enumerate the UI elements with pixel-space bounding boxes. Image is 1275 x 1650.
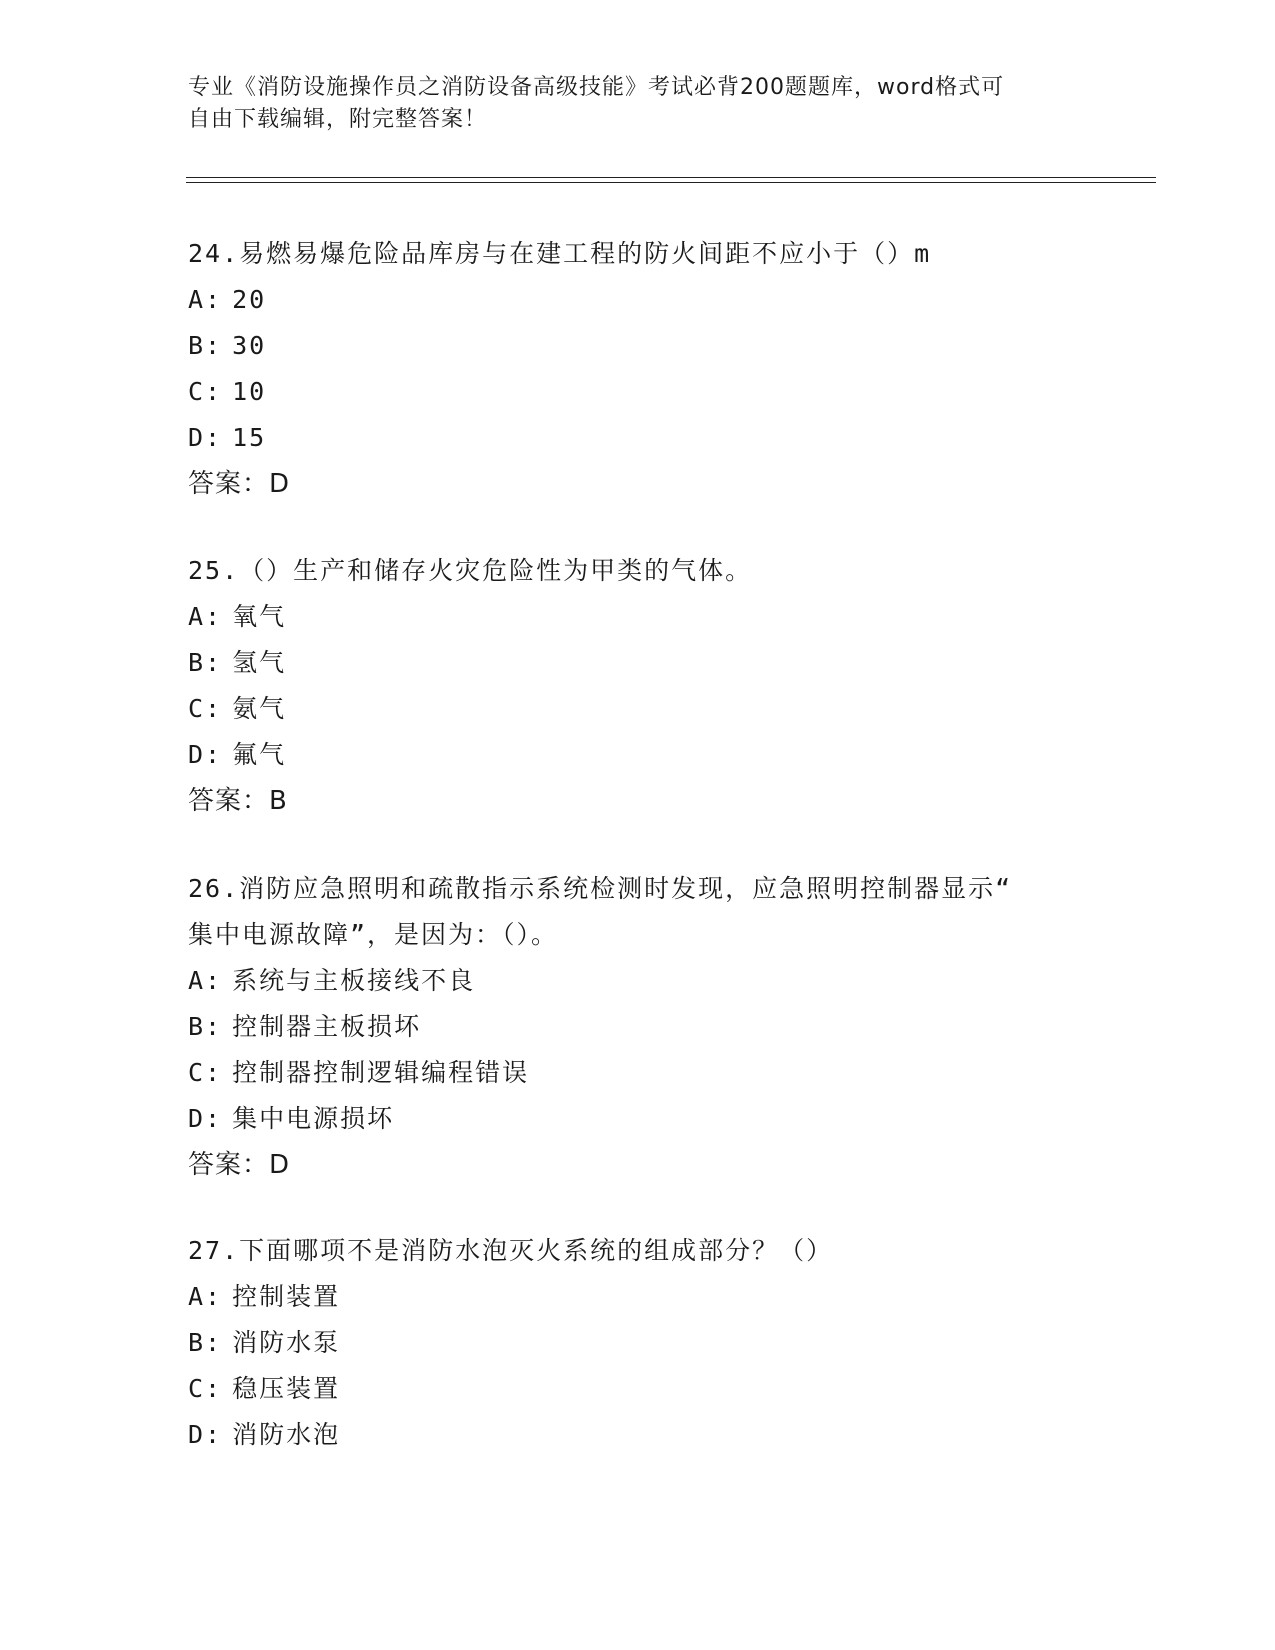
question-stem: 24.易燃易爆危险品库房与在建工程的防火间距不应小于（）m — [188, 239, 932, 268]
option-c — [188, 1366, 1088, 1412]
option-text: 稳压装置 — [232, 1374, 341, 1403]
option-text: 系统与主板接线不良 — [232, 966, 476, 995]
option-c — [188, 369, 1088, 415]
option-text: 氧气 — [232, 602, 287, 631]
option-b — [188, 1320, 1088, 1366]
header-line-1: 专业《消防设施操作员之消防设备高级技能》考试必背200题题库，word格式可 — [188, 75, 1005, 100]
question-stem: 26.消防应急照明和疏散指示系统检测时发现，应急照明控制器显示“ — [188, 874, 1013, 903]
option-text: 氢气 — [232, 648, 287, 677]
option-text: 氨气 — [232, 694, 287, 723]
option-key: B: — [188, 1012, 223, 1041]
question-stem-continued: 集中电源故障”，是因为：（）。 — [188, 920, 559, 949]
option-text: 15 — [232, 423, 267, 452]
option-key: B: — [188, 648, 223, 677]
option-a — [188, 1274, 1088, 1320]
question-stem: 25.（）生产和储存火灾危险性为甲类的气体。 — [188, 556, 753, 585]
option-key: C: — [188, 1374, 223, 1403]
option-d — [188, 1096, 1088, 1142]
header-line-2: 自由下载编辑，附完整答案！ — [188, 107, 488, 132]
option-b — [188, 640, 1088, 686]
option-a — [188, 958, 1088, 1004]
question-27 — [188, 1228, 1088, 1458]
option-key: A: — [188, 1282, 223, 1311]
answer-line: 答案：D — [188, 1150, 291, 1180]
option-key: A: — [188, 285, 223, 314]
option-key: A: — [188, 966, 223, 995]
option-text: 消防水泡 — [232, 1420, 341, 1449]
option-key: C: — [188, 1058, 223, 1087]
option-text: 控制装置 — [232, 1282, 341, 1311]
header-divider-top — [186, 177, 1156, 178]
option-d — [188, 415, 1088, 461]
option-d — [188, 1412, 1088, 1458]
question-25 — [188, 548, 1088, 824]
answer-line: 答案：B — [188, 786, 288, 816]
question-26 — [188, 866, 1088, 1188]
option-text: 消防水泵 — [232, 1328, 341, 1357]
option-key: A: — [188, 602, 223, 631]
option-key: C: — [188, 377, 223, 406]
option-key: D: — [188, 740, 223, 769]
option-d — [188, 732, 1088, 778]
option-text: 控制器控制逻辑编程错误 — [232, 1058, 530, 1087]
option-c — [188, 1050, 1088, 1096]
option-c — [188, 686, 1088, 732]
document-header — [188, 72, 1088, 136]
question-stem: 27.下面哪项不是消防水泡灭火系统的组成部分？（） — [188, 1236, 834, 1265]
option-a — [188, 277, 1088, 323]
option-key: B: — [188, 331, 223, 360]
option-key: C: — [188, 694, 223, 723]
answer-line: 答案：D — [188, 469, 291, 499]
option-key: D: — [188, 1420, 223, 1449]
option-text: 控制器主板损坏 — [232, 1012, 422, 1041]
option-b — [188, 323, 1088, 369]
option-a — [188, 594, 1088, 640]
option-text: 10 — [232, 377, 267, 406]
option-key: D: — [188, 1104, 223, 1133]
option-key: B: — [188, 1328, 223, 1357]
option-text: 集中电源损坏 — [232, 1104, 395, 1133]
option-text: 20 — [232, 285, 267, 314]
question-24 — [188, 231, 1088, 507]
option-text: 30 — [232, 331, 267, 360]
header-divider-bottom — [186, 182, 1156, 183]
option-b — [188, 1004, 1088, 1050]
option-key: D: — [188, 423, 223, 452]
option-text: 氟气 — [232, 740, 287, 769]
